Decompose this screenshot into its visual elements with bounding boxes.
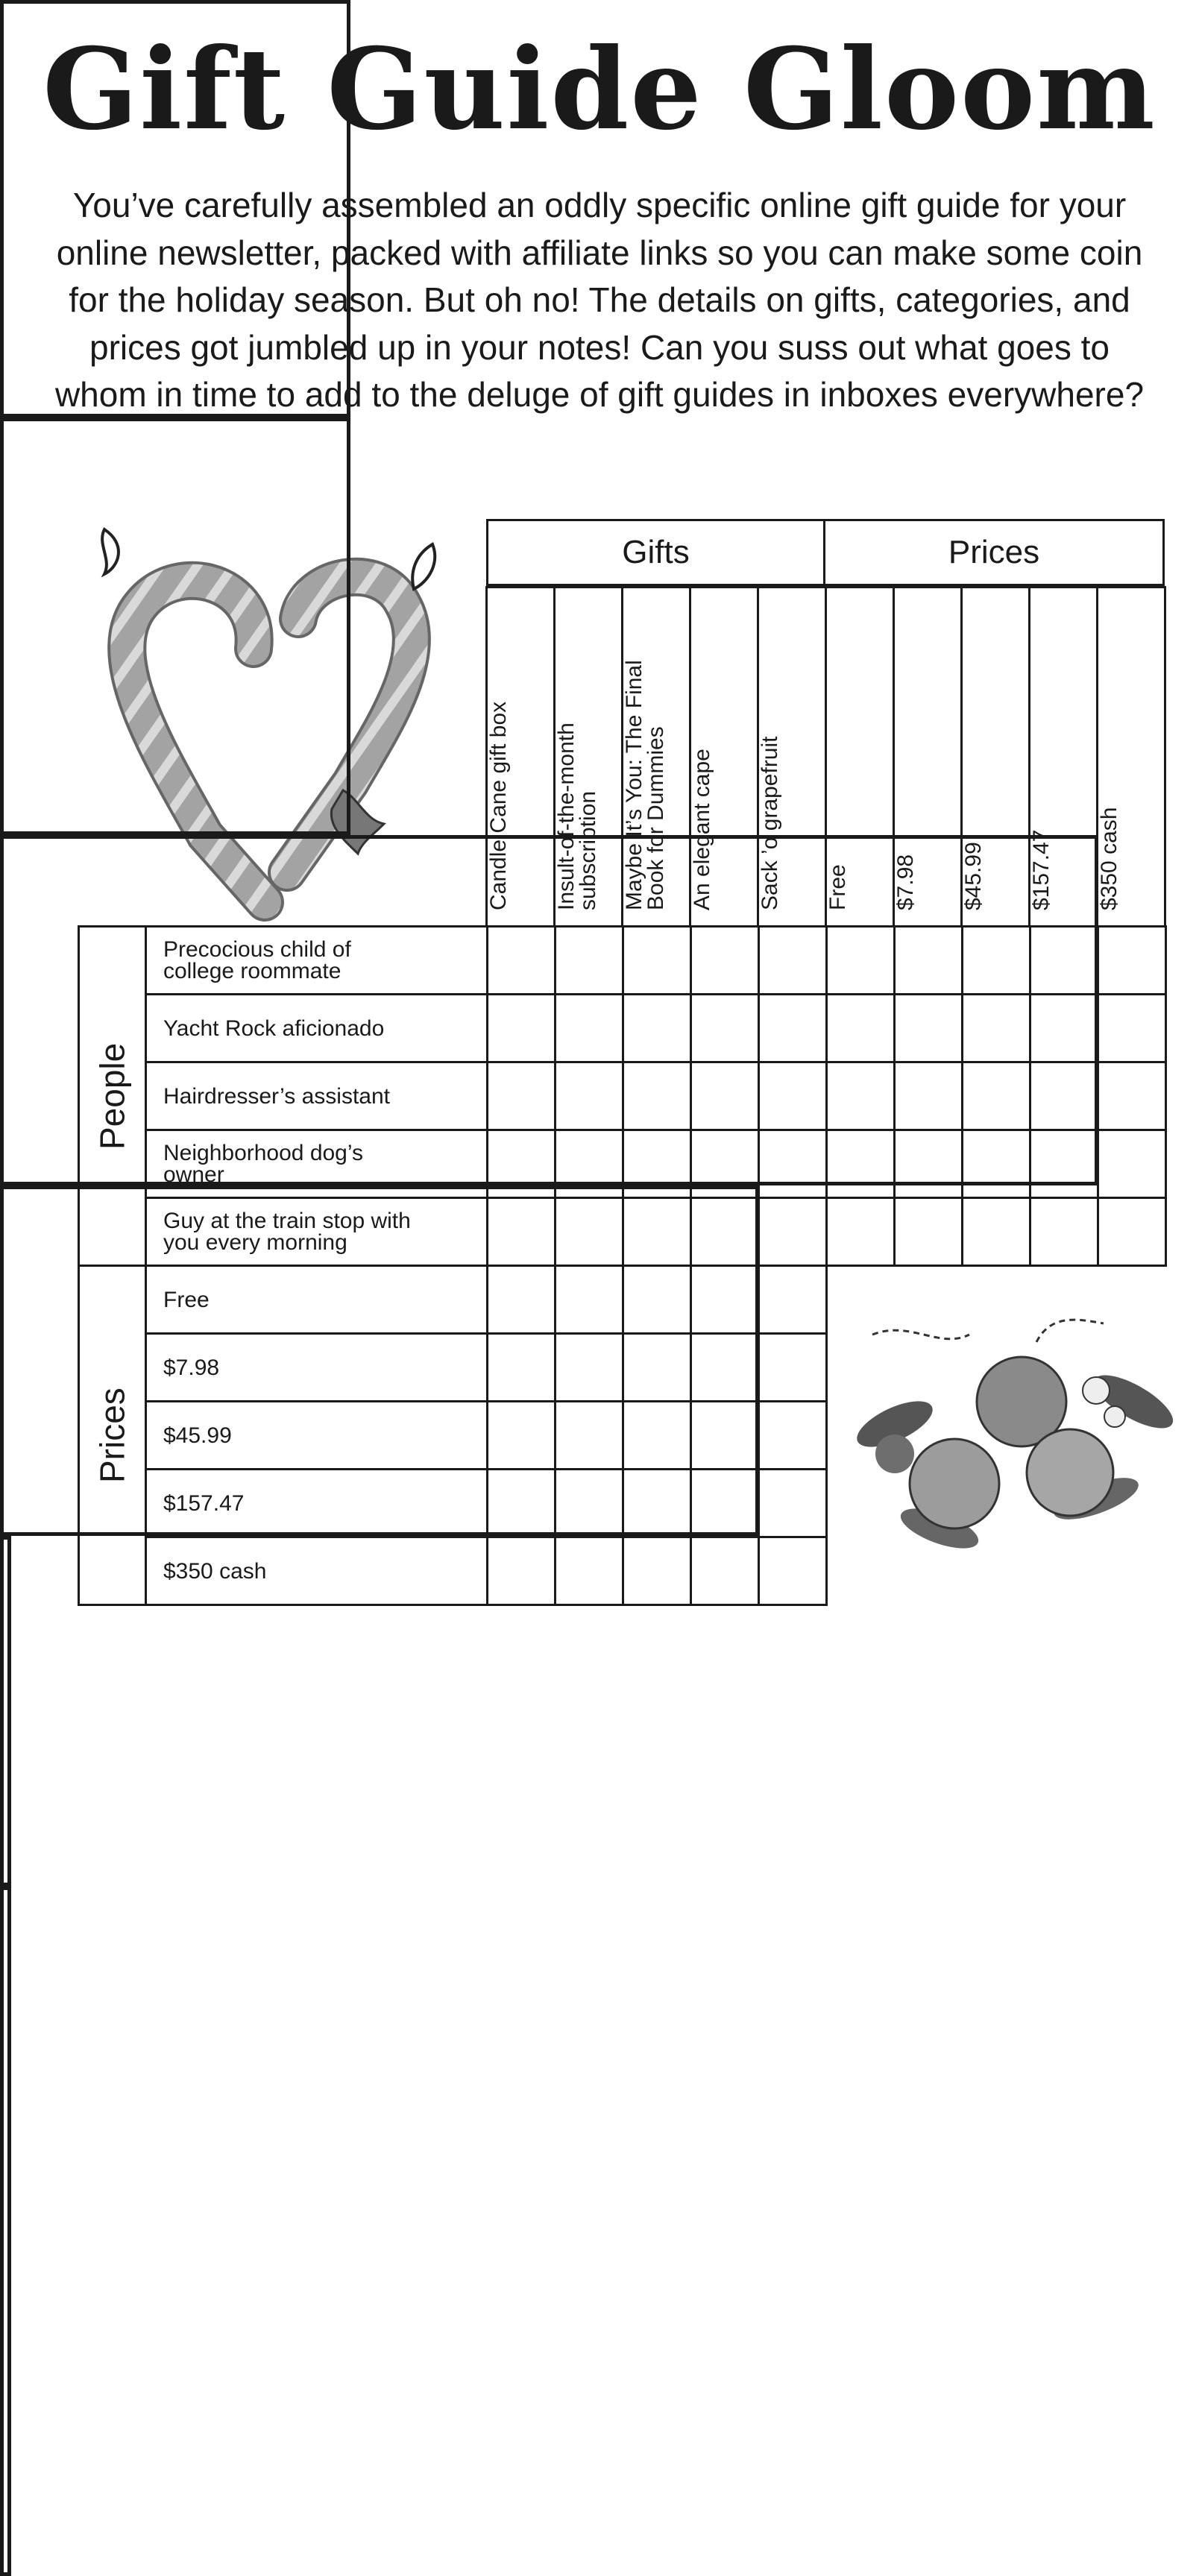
grid-cell[interactable] bbox=[893, 1197, 963, 1267]
grid-cell[interactable] bbox=[1029, 1129, 1099, 1199]
grid-cell[interactable] bbox=[622, 925, 692, 995]
row-label-precocious-child-of-college-roommate: Precocious child of college roommate bbox=[145, 925, 488, 995]
column-header-maybe-it-s-you-the-final-book-for-dummies: Maybe It’s You: The Final Book for Dummies bbox=[621, 586, 691, 928]
grid-cell[interactable] bbox=[961, 993, 1031, 1063]
gift-price-divider bbox=[0, 1536, 11, 1886]
grid-cell[interactable] bbox=[486, 1332, 556, 1402]
grid-cell[interactable] bbox=[825, 1197, 896, 1267]
prices-header-frame bbox=[0, 418, 350, 835]
grid-cell[interactable] bbox=[1097, 1061, 1167, 1131]
grid-cell[interactable] bbox=[690, 1400, 760, 1470]
column-header-free: Free bbox=[825, 586, 895, 928]
top-group-label-prices: Prices bbox=[823, 519, 1165, 586]
grid-cell[interactable] bbox=[554, 925, 624, 995]
column-header-350-cash: $350 cash bbox=[1096, 586, 1166, 928]
grid-cell[interactable] bbox=[554, 1265, 624, 1335]
grid-cell[interactable] bbox=[758, 1536, 828, 1606]
grid-cell[interactable] bbox=[758, 1265, 828, 1335]
grid-cell[interactable] bbox=[758, 1129, 828, 1199]
grid-cell[interactable] bbox=[690, 1061, 760, 1131]
side-group-label-prices: Prices bbox=[78, 1265, 147, 1606]
grid-cell[interactable] bbox=[690, 993, 760, 1063]
grid-cell[interactable] bbox=[893, 993, 963, 1063]
grid-cell[interactable] bbox=[825, 993, 896, 1063]
side-group-label-people: People bbox=[78, 925, 147, 1267]
grid-cell[interactable] bbox=[554, 1536, 624, 1606]
puzzle-intro: You’ve carefully assembled an oddly specific online gift guide for your online newsletter, packed with affiliate links so you can make some coin for the holiday season. But oh no! The details on gifts, categories, and prices got jumbled up in your notes! Can you suss out what goes to whom in time to add to the deluge of gift guides in inboxes everywhere? bbox=[54, 186, 1145, 414]
grid-cell[interactable] bbox=[554, 1468, 624, 1538]
column-header-157-47: $157.47 bbox=[1028, 586, 1098, 928]
grid-cell[interactable] bbox=[554, 1197, 624, 1267]
grid-cell[interactable] bbox=[554, 1332, 624, 1402]
grid-cell[interactable] bbox=[690, 1468, 760, 1538]
puzzle-title: Gift Guide Gloom bbox=[43, 24, 1156, 155]
grid-cell[interactable] bbox=[1029, 993, 1099, 1063]
grid-cell[interactable] bbox=[486, 1061, 556, 1131]
grid-cell[interactable] bbox=[690, 1129, 760, 1199]
grid-cell[interactable] bbox=[486, 1129, 556, 1199]
grid-cell[interactable] bbox=[622, 1129, 692, 1199]
grid-cell[interactable] bbox=[486, 1265, 556, 1335]
grid-cell[interactable] bbox=[554, 993, 624, 1063]
grid-cell[interactable] bbox=[961, 1129, 1031, 1199]
column-header-insult-of-the-month-subscription: Insult-of-the-month subscription bbox=[553, 586, 623, 928]
grid-cell[interactable] bbox=[1029, 925, 1099, 995]
row-label-yacht-rock-aficionado: Yacht Rock aficionado bbox=[145, 993, 488, 1063]
grid-cell[interactable] bbox=[1029, 1197, 1099, 1267]
grid-cell[interactable] bbox=[486, 1197, 556, 1267]
grid-cell[interactable] bbox=[486, 925, 556, 995]
grid-cell[interactable] bbox=[758, 1061, 828, 1131]
grid-cell[interactable] bbox=[690, 1197, 760, 1267]
column-header-sack-o-grapefruit: Sack ’o grapefruit bbox=[757, 586, 827, 928]
grid-cell[interactable] bbox=[758, 1468, 828, 1538]
row-label-45-99: $45.99 bbox=[145, 1400, 488, 1470]
grid-cell[interactable] bbox=[1097, 1129, 1167, 1199]
grid-cell[interactable] bbox=[622, 993, 692, 1063]
grid-cell[interactable] bbox=[622, 1400, 692, 1470]
row-label-350-cash: $350 cash bbox=[145, 1536, 488, 1606]
grid-cell[interactable] bbox=[554, 1400, 624, 1470]
row-label-guy-at-the-train-stop-with-you-every-morning: Guy at the train stop with you every morning bbox=[145, 1197, 488, 1267]
grid-cell[interactable] bbox=[486, 1400, 556, 1470]
row-label-7-98: $7.98 bbox=[145, 1332, 488, 1402]
grid-cell[interactable] bbox=[690, 1265, 760, 1335]
grid-cell[interactable] bbox=[622, 1061, 692, 1131]
grid-cell[interactable] bbox=[758, 993, 828, 1063]
row-label-157-47: $157.47 bbox=[145, 1468, 488, 1538]
grid-cell[interactable] bbox=[825, 1061, 896, 1131]
grid-cell[interactable] bbox=[758, 925, 828, 995]
grid-cell[interactable] bbox=[893, 925, 963, 995]
row-label-free: Free bbox=[145, 1265, 488, 1335]
grid-cell[interactable] bbox=[486, 1536, 556, 1606]
grid-cell[interactable] bbox=[825, 925, 896, 995]
column-header-7-98: $7.98 bbox=[893, 586, 963, 928]
grid-cell[interactable] bbox=[486, 1468, 556, 1538]
grid-cell[interactable] bbox=[690, 925, 760, 995]
label-divider bbox=[0, 1886, 11, 2576]
grid-cell[interactable] bbox=[690, 1536, 760, 1606]
grid-cell[interactable] bbox=[893, 1061, 963, 1131]
grid-cell[interactable] bbox=[961, 1197, 1031, 1267]
grid-cell[interactable] bbox=[1097, 1197, 1167, 1267]
grid-cell[interactable] bbox=[758, 1197, 828, 1267]
grid-cell[interactable] bbox=[758, 1332, 828, 1402]
grid-cell[interactable] bbox=[1097, 993, 1167, 1063]
grid-cell[interactable] bbox=[554, 1129, 624, 1199]
row-label-hairdresser-s-assistant: Hairdresser’s assistant bbox=[145, 1061, 488, 1131]
column-header-candle-cane-gift-box: Candle Cane gift box bbox=[485, 586, 556, 928]
grid-cell[interactable] bbox=[758, 1400, 828, 1470]
grid-cell[interactable] bbox=[1097, 925, 1167, 995]
grid-cell[interactable] bbox=[622, 1536, 692, 1606]
top-group-label-gifts: Gifts bbox=[486, 519, 825, 586]
grid-cell[interactable] bbox=[554, 1061, 624, 1131]
column-header-an-elegant-cape: An elegant cape bbox=[689, 586, 759, 928]
grid-cell[interactable] bbox=[690, 1332, 760, 1402]
grid-cell[interactable] bbox=[622, 1265, 692, 1335]
grid-cell[interactable] bbox=[622, 1468, 692, 1538]
grid-cell[interactable] bbox=[961, 925, 1031, 995]
grid-cell[interactable] bbox=[961, 1061, 1031, 1131]
gifts-header-frame bbox=[0, 0, 350, 418]
grid-cell[interactable] bbox=[825, 1129, 896, 1199]
grid-cell[interactable] bbox=[893, 1129, 963, 1199]
grid-cell[interactable] bbox=[622, 1332, 692, 1402]
column-header-45-99: $45.99 bbox=[960, 586, 1030, 928]
grid-cell[interactable] bbox=[486, 993, 556, 1063]
row-label-neighborhood-dog-s-owner: Neighborhood dog’s owner bbox=[145, 1129, 488, 1199]
grid-cell[interactable] bbox=[622, 1197, 692, 1267]
grid-cell[interactable] bbox=[1029, 1061, 1099, 1131]
